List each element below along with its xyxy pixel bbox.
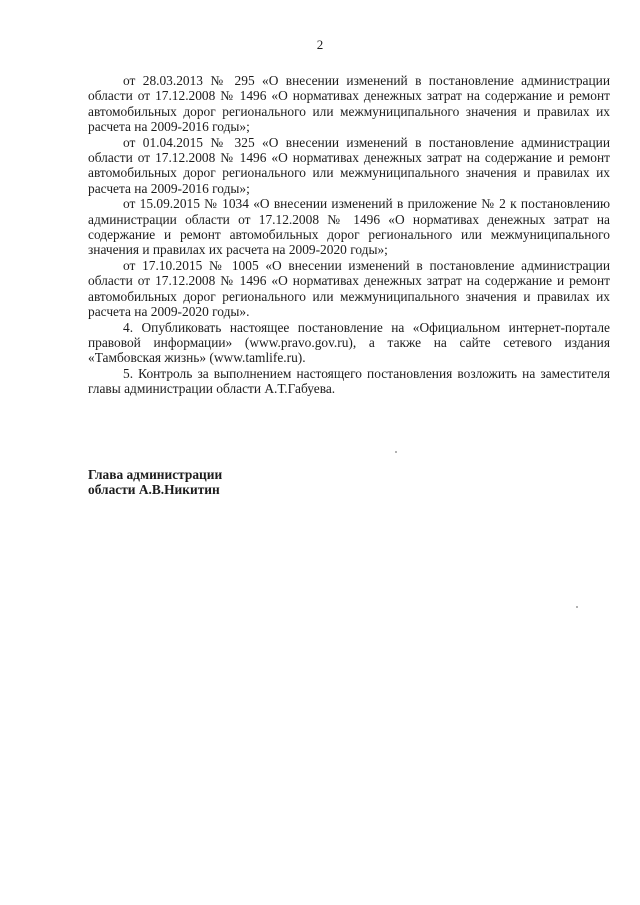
amendment-2015-1034: от 15.09.2015 № 1034 «О внесении изменений в приложение № 2 к постановлению администрации области от 17.12.2008 № 1496 «О нормативах денежных затрат на содержание и ремонт автомобильных дорог регионального или межмуниципального значения и правилах их расчета на 2009-2020 годы»; — [88, 196, 610, 258]
control-clause: 5. Контроль за выполнением настоящего постановления возложить на заместителя главы администрации области А.Т.Габуева. — [88, 365, 610, 397]
page-number: 2 — [316, 37, 324, 52]
amendment-2015-1005: от 17.10.2015 № 1005 «О внесении изменений в постановление администрации области от 17.12.2008 № 1496 «О нормативах денежных затрат на содержание и ремонт автомобильных дорог регионального или межмуниципального значения и правилах их расчета на 2009-2020 годы». — [88, 257, 610, 320]
amendment-2013-295: от 28.03.2013 № 295 «О внесении изменений в постановление администрации области от 17.12.2008 № 1496 «О нормативах денежных затрат на содержание и ремонт автомобильных дорог регионального или межмуниципального значения и правилах их расчета на 2009-2016 годы»; — [88, 73, 610, 135]
scan-speck — [395, 451, 397, 453]
publication-clause: 4. Опубликовать настоящее постановление на «Официальном интернет-портале правовой информации» (www.pravo.gov.ru), а также на сайте сетевого издания «Тамбовская жизнь» (www.tamlife.ru). — [88, 319, 610, 366]
document-body — [88, 73, 610, 397]
signature-name: области А.В.Никитин — [88, 482, 220, 498]
scan-speck — [576, 606, 578, 608]
signature-block — [88, 467, 222, 498]
signature-title: Глава администрации — [88, 467, 223, 482]
amendment-2015-325: от 01.04.2015 № 325 «О внесении изменений в постановление администрации области от 17.12.2008 № 1496 «О нормативах денежных затрат на содержание и ремонт автомобильных дорог регионального или межмуниципального значения и правилах их расчета на 2009-2016 годы»; — [88, 134, 610, 196]
